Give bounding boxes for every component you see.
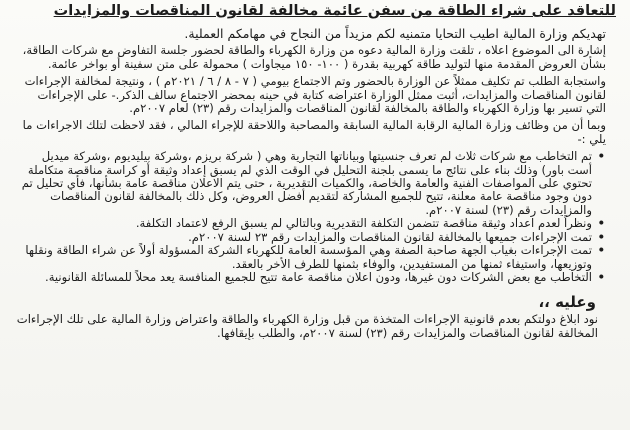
list-item: • ونظراً لعدم اعداد وثيقة مناقصة تتضمن التكلفة التقديرية وبالتالي لم يسبق الرفع لاعتماد التكلفة. xyxy=(14,217,606,230)
paragraph-meeting: واستجابة الطلب تم تكليف ممثلاً عن الوزارة بالحضور وتم الاجتماع بيومي ( ٧ - ٨ / ٦ / ٢٠٢١م ) ، ونتيجة لمخالفة الإجراءات لقانون المناقصات والمزايدات، أثبت ممثل الوزارة اعتراضه كتابة في حينه بمحضر الاجتماع سالف الذكر.- على الإجراءات التي تسير بها وزارة الكهرباء والطاقة بالمخالفة لقانون المناقصات والمزايدات رقم (٢٣) لعام ٢٠٠٧م. xyxy=(24,74,606,116)
list-item: • تمت الإجراءات بغياب الجهة صاحبة الصفة وهي المؤسسة العامة للكهرباء الشركة المسؤولة أولاً عن شراء الطاقة ونقلها وتوزيعها، واستيفاء ثمنها من المستفيدين، والوفاء بثمنها للطرف الأخر بالعقد. xyxy=(14,244,606,271)
document-body xyxy=(14,27,606,340)
list-item: • تمت الإجراءات جميعها بالمخالفة لقانون المناقصات والمزايدات رقم ٢٣ لسنة ٢٠٠٧م. xyxy=(14,231,606,244)
final-paragraph: نود ابلاغ دولتكم بعدم قانونية الإجراءات المتخذة من قبل وزارة الكهرباء والطاقة واعتراض وزارة المالية على تلك الإجراءات المخالفة لقانون المناقصات والمزايدات رقم (٢٣) لسنة ٢٠٠٧م، والطلب بإيقافها. xyxy=(16,312,598,340)
observations-list xyxy=(14,150,606,284)
paragraph-reference: إشارة الى الموضوع اعلاه ، تلقت وزارة المالية دعوه من وزارة الكهرباء والطاقة لحضور جلسة التفاوض مع شركات الطاقة، بشأن العروض المقدمة منها لتوليد طاقة كهربية بقدرة ( ١٠٠- ١٥٠ ميجاوات ) محمولة على متن سفينة أو بواخر عائمة. xyxy=(22,43,606,71)
document-title: للتعاقد على شراء الطاقة من سفن عائمة مخالفة لقانون المناقصات والمزايدات xyxy=(53,3,616,19)
greeting-paragraph: تهديكم وزارة المالية اطيب التحايا متمنيه لكم مزيداً من النجاح في مهامكم العملية. xyxy=(184,26,606,41)
list-item: • تم التخاطب مع شركات ثلاث لم تعرف جنسيتها وبياناتها التجارية وهي ( شركة بريزم ،وشركة بيليديوم ،وشركة ميديل أست باور) وذلك بناء على نتائج ما يسمى بلجنة التحليل في الوقت الذي لم يسبق إعداد وثيقة أو كراسة مناقصة متكاملة تحتوي على المواصفات الفنية والعامة والخاصة، والكميات التقديرية ، حتى يتم الاعلان مناقصة عامة بشأنها، فأي تحليل تم دون وجود مناقصة عامة معلنة، تتيح للجميع المشاركة لتقديم أفضل العروض، وكل ذلك بالمخالفة لقانون المناقصات والمزايدات رقم (٢٣) لسنة ٢٠٠٧م. xyxy=(14,150,606,217)
conclusion-heading: وعليه ،، xyxy=(538,293,596,312)
list-item: • التخاطب مع بعض الشركات دون غيرها، ودون اعلان مناقصة عامة تتيح للجميع المنافسة يعد محلاً للمسائلة القانونية. xyxy=(14,271,606,284)
paragraph-oversight: وبما أن من وظائف وزارة المالية الرقابة المالية السابقة والمصاحبة واللاحقة للإجراء المالي ، فقد لاحظت لتلك الاجراءات ما يلي :- xyxy=(22,118,606,146)
